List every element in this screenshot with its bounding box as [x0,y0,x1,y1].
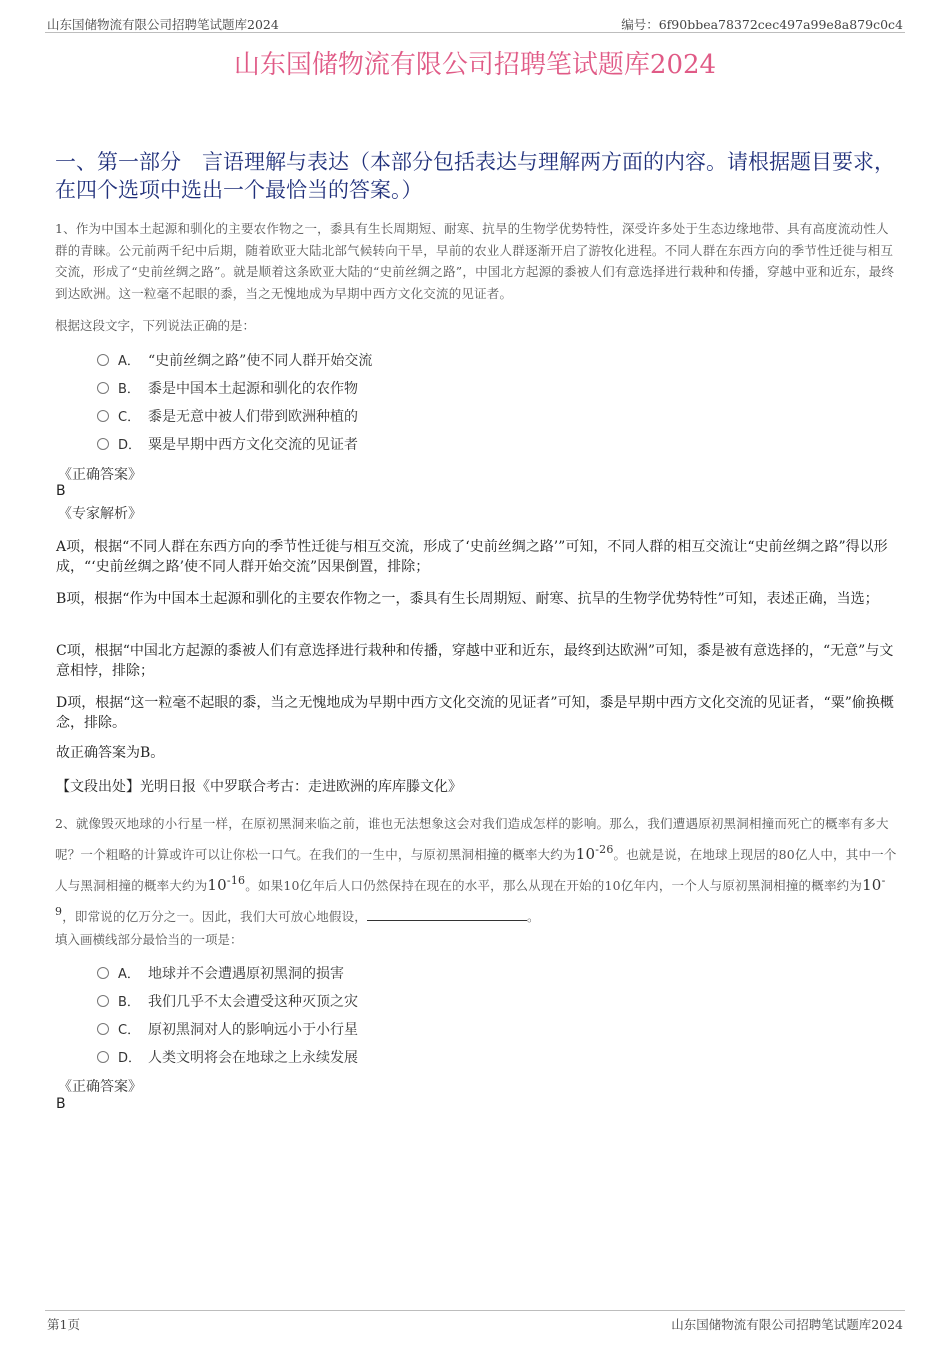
question-2-option-c[interactable]: C． 原初黑洞对人的影响远小于小行星 [97,1019,358,1039]
question-1-answer: B [56,483,66,499]
page-number: 第1页 [47,1317,80,1332]
header-doc-id: 编号：6f90bbea78372cec497a99e8a879c0c4 [621,17,903,32]
question-1-prompt: 根据这段文字，下列说法正确的是： [55,318,256,333]
question-1-option-a[interactable]: A． “史前丝绸之路”使不同人群开始交流 [97,350,372,370]
analysis-conclusion: 故正确答案为B。 [56,745,165,761]
page-footer [45,1310,905,1331]
question-1-option-d[interactable]: D． 粟是早期中西方文化交流的见证者 [97,434,358,454]
analysis-paragraph: B项，根据“作为中国本土起源和驯化的主要农作物之一，黍具有生长周期短、耐寒、抗旱的生物学优势特性”可知，表述正确，当选； [56,591,879,607]
radio-icon[interactable] [97,438,109,450]
question-1-answer-label: 《正确答案》 [58,467,142,483]
math-expression: $10^{-9}$ [55,874,886,918]
radio-icon[interactable] [97,410,109,422]
question-2-prompt: 填入画横线部分最恰当的一项是： [55,932,243,947]
page-header [45,12,905,33]
question-2-option-b[interactable]: B． 我们几乎不太会遭受这种灭顶之灾 [97,991,358,1011]
question-1-option-b[interactable]: B． 黍是中国本土起源和驯化的农作物 [97,378,358,398]
question-2-option-d[interactable]: D． 人类文明将会在地球之上永续发展 [97,1047,358,1067]
question-1-source: 【文段出处】光明日报《中罗联合考古：走进欧洲的库库滕文化》 [56,779,462,795]
question-2-answer: B [56,1096,66,1112]
question-1-stem: 1、作为中国本土起源和驯化的主要农作物之一，黍具有生长周期短、耐寒、抗旱的生物学优势特性，深受许多处于生态边缘地带、具有高度流动性人群的青睐。公元前两千纪中后期，随着欧亚大陆北部气候转向干旱，早前的农业人群逐渐开启了游牧化进程。不同人群在东西方向的季节性迁徙与相互交流，形成了“史前丝绸之路”。就是顺着这条欧亚大陆的“史前丝绸之路”，中国北方起源的黍被人们有意选择进行栽种和传播，穿越中亚和近东，最终到达欧洲。这一粒毫不起眼的黍，当之无愧地成为早期中西方文化交流的见证者。 [55,221,895,301]
section-heading: 一、第一部分 言语理解与表达（本部分包括表达与理解两方面的内容。请根据题目要求，在四个选项中选出一个最恰当的答案。） [55,150,895,202]
fill-in-blank [367,908,527,921]
math-expression: $10^{-26}$ [575,843,614,863]
radio-icon[interactable] [97,1023,109,1035]
question-2-stem: 2、就像毁灭地球的小行星一样，在原初黑洞来临之前，谁也无法想象这会对我们造成怎样的影响。那么，我们遭遇原初黑洞相撞而死亡的概率有多大呢？一个粗略的计算或许可以让你松一口气。在我们的一生中，与原初黑洞相撞的概率大约为$10^{-26}$。也就是说，在地球上现居的80亿人中，其中一个人与黑洞相撞的概率大约为$10^{-16}$。如果10亿年后人口仍然保持在现在的水平，那么从现在开始的10亿年内，一个人与原初黑洞相撞的概率约为$10^{-9}$，即常说的亿万分之一。因此，我们大可放心地假设， 。 [55,816,897,924]
analysis-paragraph: C项，根据“中国北方起源的黍被人们有意选择进行栽种和传播，穿越中亚和近东，最终到达欧洲”可知，黍是被有意选择的，“无意”与文意相悖，排除； [56,643,894,679]
analysis-paragraph: A项，根据“不同人群在东西方向的季节性迁徙与相互交流，形成了‘史前丝绸之路’”可知，不同人群的相互交流让“史前丝绸之路”得以形成，“‘史前丝绸之路’使不同人群开始交流”因果倒置，排除； [56,539,888,575]
question-2-option-a[interactable]: A． 地球并不会遭遇原初黑洞的损害 [97,963,344,983]
footer-doc-title: 山东国储物流有限公司招聘笔试题库2024 [671,1317,903,1332]
header-doc-title: 山东国储物流有限公司招聘笔试题库2024 [47,17,279,32]
radio-icon[interactable] [97,382,109,394]
question-2-answer-label: 《正确答案》 [58,1079,142,1095]
math-expression: $10^{-16}$ [207,874,246,894]
question-1-option-c[interactable]: C． 黍是无意中被人们带到欧洲种植的 [97,406,358,426]
analysis-paragraph: D项，根据“这一粒毫不起眼的黍，当之无愧地成为早期中西方文化交流的见证者”可知，黍是早期中西方文化交流的见证者，“粟”偷换概念，排除。 [56,695,894,731]
question-1-analysis-label: 《专家解析》 [58,506,142,522]
radio-icon[interactable] [97,354,109,366]
radio-icon[interactable] [97,1051,109,1063]
page-title: 山东国储物流有限公司招聘笔试题库2024 [233,50,717,80]
radio-icon[interactable] [97,967,109,979]
radio-icon[interactable] [97,995,109,1007]
